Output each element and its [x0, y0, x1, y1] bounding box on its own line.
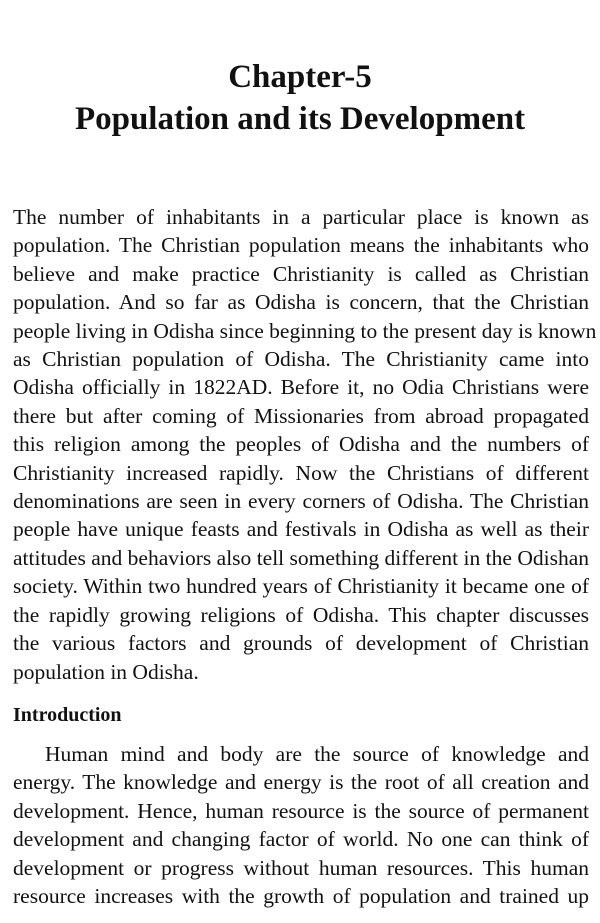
paragraph-line: population. And so far as Odisha is concern, that the Christian [13, 290, 589, 315]
paragraph-line: there but after coming of Missionaries from abroad propagated [13, 403, 589, 428]
paragraph-line: population in Odisha. [13, 659, 199, 684]
paragraph-line: The number of inhabitants in a particular place is known as [13, 205, 589, 229]
paragraph-line: energy. The knowledge and energy is the root of all creation and [13, 770, 589, 795]
paragraph-line: the various factors and grounds of development of Christian [13, 631, 589, 656]
paragraph-line: Human mind and body are the source of knowledge and [45, 742, 589, 766]
paragraph-line: believe and make practice Christianity is called as Christian [13, 261, 589, 286]
paragraph-line: as Christian population of Odisha. The Christianity came into [13, 347, 589, 372]
paragraph-line: development and changing factor of world. No one can think of [13, 827, 589, 852]
paragraph-line: Christianity increased rapidly. Now the Christians of different [13, 460, 589, 485]
paragraph-line: the rapidly growing religions of Odisha. This chapter discusses [13, 602, 589, 627]
paragraph-line: this religion among the peoples of Odisha and the numbers of [13, 432, 589, 457]
paragraph-line: Odisha officially in 1822AD. Before it, no Odia Christians were [13, 375, 589, 400]
paragraph-line: society. Within two hundred years of Christianity it became one of [13, 574, 589, 599]
paragraph-line: denominations are seen in every corners of Odisha. The Christian [13, 489, 589, 514]
chapter-number: Chapter-5 [228, 59, 372, 95]
chapter-heading [0, 56, 600, 140]
paragraph-line: development or progress without human resources. This human [13, 855, 589, 880]
paragraph-line: people living in Odisha since beginning to the present day is known [13, 318, 597, 343]
chapter-title: Population and its Development [74, 101, 526, 137]
paragraph-line: attitudes and behaviors also tell something different in the Odishan [13, 545, 589, 570]
paragraph-line: resource increases with the growth of population and trained up [13, 884, 589, 909]
paragraph-line: development. Hence, human resource is the source of permanent [13, 798, 589, 823]
paragraph-line: population. The Christian population means the inhabitants who [13, 233, 589, 258]
introduction-paragraph [13, 740, 589, 910]
opening-paragraph [13, 203, 597, 686]
paragraph-line: people have unique feasts and festivals in Odisha as well as their [13, 517, 589, 542]
section-heading-introduction: Introduction [13, 704, 122, 726]
